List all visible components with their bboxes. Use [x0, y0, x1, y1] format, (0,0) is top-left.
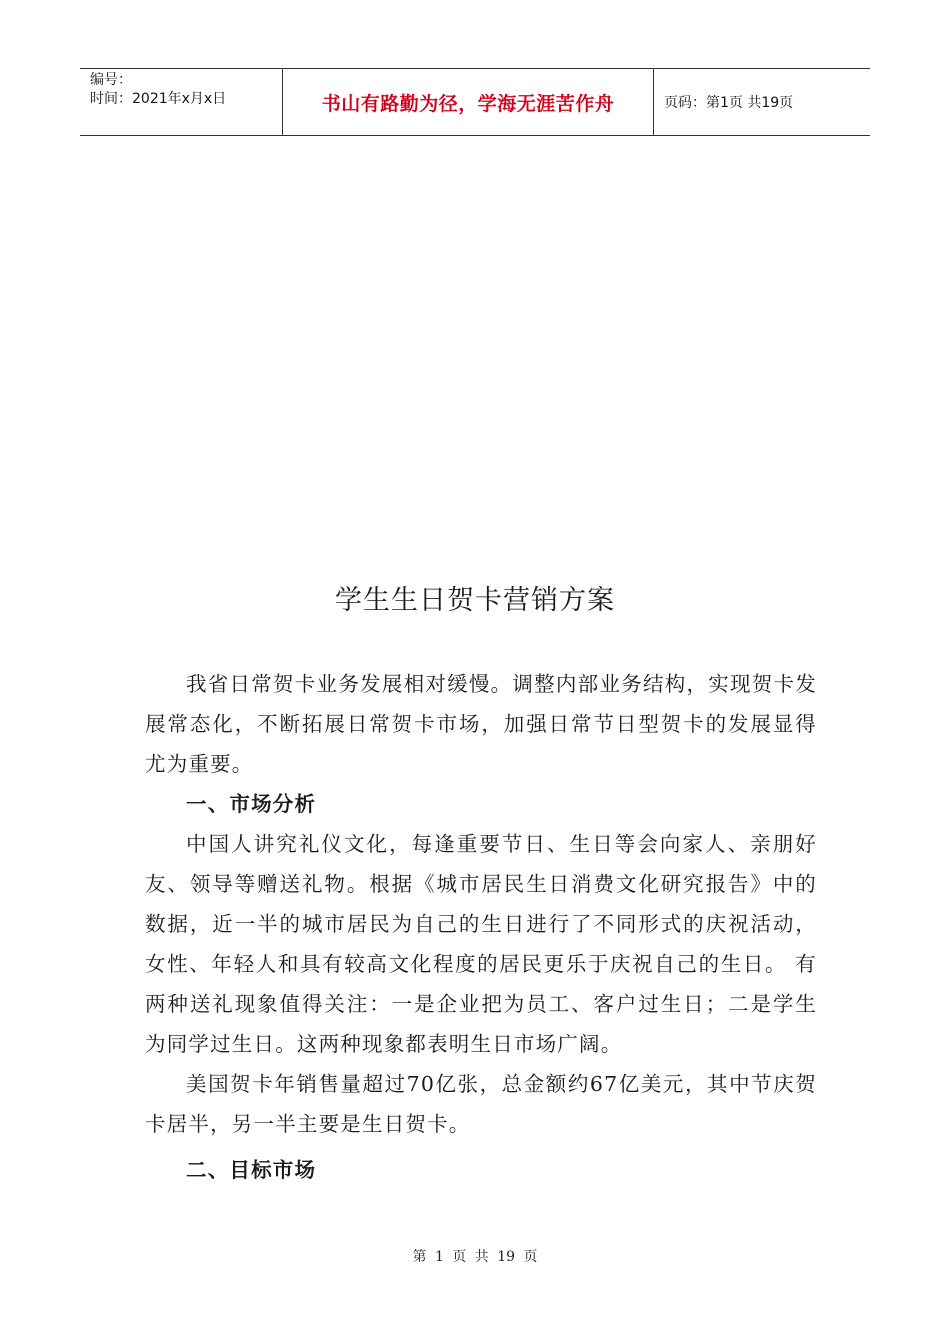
intro-paragraph: 我省日常贺卡业务发展相对缓慢。调整内部业务结构，实现贺卡发展常态化，不断拓展日常贺卡市场，加强日常节日型贺卡的发展显得尤为重要。: [145, 672, 817, 776]
motto-text: 书山有路勤为径，学海无涯苦作舟: [321, 92, 615, 115]
document-title: 学生生日贺卡营销方案: [335, 585, 615, 616]
document-body: [145, 664, 817, 1190]
page-footer: 第 1 页 共 19 页: [412, 1249, 538, 1265]
section-heading-market-analysis: 一、市场分析: [186, 792, 317, 816]
header-meta-cell: [80, 69, 282, 135]
market-analysis-paragraph: 中国人讲究礼仪文化，每逢重要节日、生日等会向家人、亲朋好友、领导等赠送礼物。根据《城市居民生日消费文化研究报告》中的数据，近一半的城市居民为自己的生日进行了不同形式的庆祝活动，女性、年轻人和具有较高文化程度的居民更乐于庆祝自己的生日。 有两种送礼现象值得关注：一是企业把为员工、客户过生日；二是学生为同学过生日。这两种现象都表明生日市场广阔。: [145, 832, 817, 1056]
header-motto-cell: [282, 69, 654, 135]
time-label: 时间：2021年x月x日: [90, 91, 227, 107]
header-table: [80, 68, 870, 136]
number-label: 编号：: [90, 72, 132, 88]
section-heading-target-market: 二、目标市场: [186, 1158, 317, 1182]
header-page-cell: [654, 69, 870, 135]
page-info: 页码：第1页 共19页: [664, 95, 794, 111]
market-analysis-paragraph-2: 美国贺卡年销售量超过70亿张，总金额约67亿美元，其中节庆贺卡居半，另一半主要是生日贺卡。: [145, 1072, 817, 1136]
